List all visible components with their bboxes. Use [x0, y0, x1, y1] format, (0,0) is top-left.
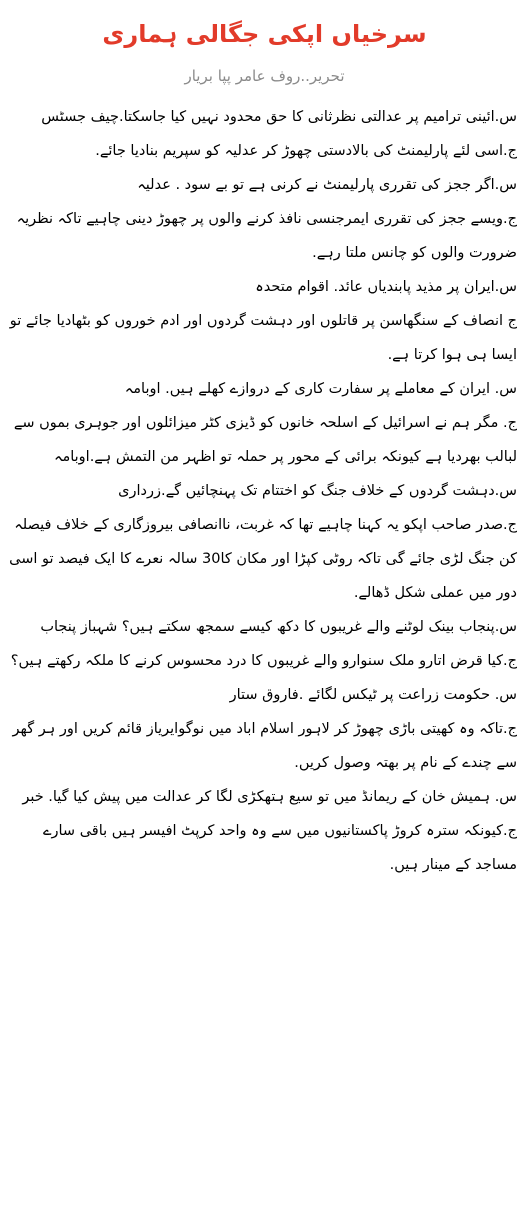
paragraph: س. ایران کے معاملے پر سفارت کاری کے دروازے کھلے ہیں. اوبامہ — [124, 381, 517, 397]
article-byline: تحریر..روف عامر پپا بریار — [184, 67, 345, 85]
paragraph: س.پنجاب بینک لوٹنے والے غریبوں کا دکھ کیسے سمجھ سکتے ہیں؟ شہباز پنجاب — [40, 619, 517, 635]
paragraph: ج.کیونکہ سترہ کروڑ پاکستانیوں میں سے وہ واحد کرپٹ افیسر ہیں باقی سارے مساجد کے مینار ہیں. — [43, 823, 517, 873]
paragraph: ج.اسی لئے پارلیمنٹ کی بالادستی چھوڑ کر عدلیہ کو سپریم بنادیا جائے. — [95, 143, 517, 159]
paragraph: ج انصاف کے سنگھاسن پر قاتلوں اور دہشت گردوں اور ادم خوروں کو بٹھادیا جائے تو ایسا ہی ہوا کرتا ہے. — [9, 313, 517, 363]
paragraph: ج.ویسے ججز کی تقرری ایمرجنسی نافذ کرنے والوں پر چھوڑ دینی چاہیے تاکہ نظریہ ضرورت والوں کو چانس ملتا رہے. — [16, 211, 517, 261]
paragraph: ج.تاکہ وہ کھیتی باڑی چھوڑ کر لاہور اسلام اباد میں نوگوایریاز قائم کریں اور ہر گھر سے چندے کے نام پر بھتہ وصول کریں. — [12, 721, 517, 771]
paragraph: ج.کیا قرض اتارو ملک سنوارو والے غریبوں کا درد محسوس کرنے کا ملکہ رکھتے ہیں؟ — [10, 653, 517, 669]
paragraph: ج. مگر ہم نے اسرائیل کے اسلحہ خانوں کو ڈیزی کٹر میزائلوں اور جوہری بموں سے لبالب بھردیا ہے کیونکہ برائی کے محور پر حملہ تو اظہر من التمش ہے.اوبامہ — [13, 415, 517, 465]
paragraph: س.اگر ججز کی تقرری پارلیمنٹ نے کرنی ہے تو بے سود . عدلیہ — [137, 177, 517, 193]
article-body — [8, 100, 517, 882]
paragraph: س.دہشت گردوں کے خلاف جنگ کو اختتام تک پہنچائیں گے.زرداری — [118, 483, 517, 499]
paragraph: س. حکومت زراعت پر ٹیکس لگائے .فاروق ستار — [229, 687, 517, 703]
paragraph: س. ہمیش خان کے ریمانڈ میں تو سیع ہتھکڑی لگا کر عدالت میں پیش کیا گیا. خبر — [22, 789, 517, 805]
paragraph: س.ایران پر مذید پابندیاں عائد. اقوام متحدہ — [255, 279, 517, 295]
paragraph: ج.صدر صاحب اپکو یہ کہنا چاہیے تھا کہ غربت، ناانصافی بیروزگاری کے خلاف فیصلہ کن جنگ لڑی جائے گی تاکہ روٹی کپڑا اور مکان کا30 سالہ نعرے کا ایک فیصد تو اسی دور میں عملی شکل ڈھالے. — [9, 517, 517, 601]
paragraph: س.ائینی ترامیم پر عدالتی نظرثانی کا حق محدود نہیں کیا جاسکتا.چیف جسٹس — [41, 109, 517, 125]
article-title: سرخیاں اپکی جگالی ہماری — [102, 20, 427, 48]
